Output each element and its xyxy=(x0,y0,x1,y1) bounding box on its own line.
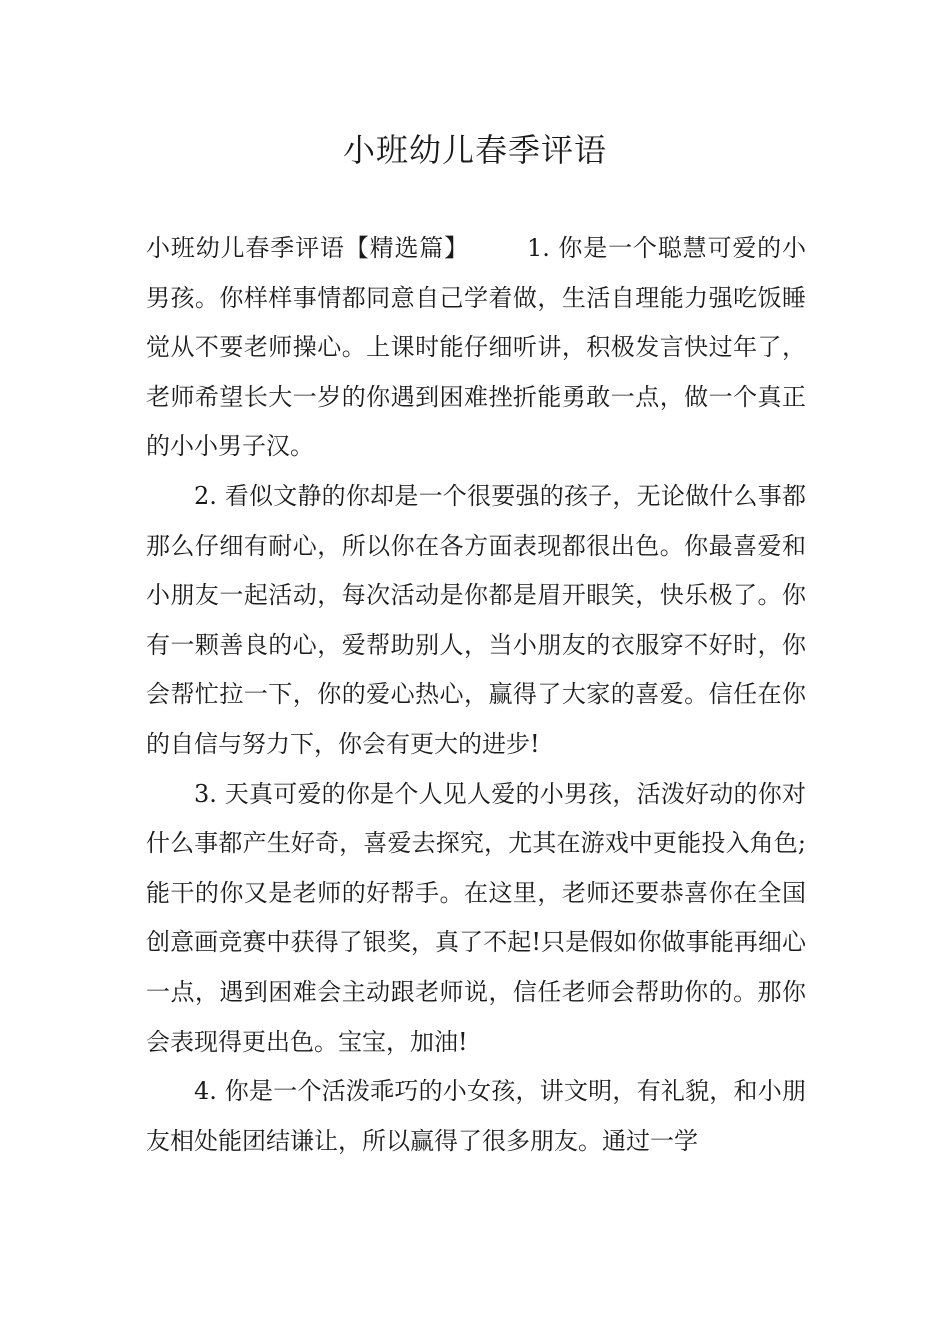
paragraph-2: 2. 看似文静的你却是一个很要强的孩子，无论做什么事都那么仔细有耐心，所以你在各方面表现都很出色。你最喜爱和小朋友一起活动，每次活动是你都是眉开眼笑，快乐极了。你有一颗善良的心，爱帮助别人，当小朋友的衣服穿不好时，你会帮忙拉一下，你的爱心热心，赢得了大家的喜爱。信任在你的自信与努力下，你会有更大的进步! xyxy=(146,481,806,758)
page-title: 小班幼儿春季评语 xyxy=(342,131,607,169)
document-body xyxy=(146,224,806,1166)
paragraph-4: 4. 你是一个活泼乖巧的小女孩，讲文明，有礼貌，和小朋友相处能团结谦让，所以赢得了很多朋友。通过一学 xyxy=(146,1077,806,1155)
paragraph-1-text: 1. 你是一个聪慧可爱的小男孩。你样样事情都同意自己学着做，生活自理能力强吃饭睡觉从不要老师操心。上课时能仔细听讲，积极发言快过年了，老师希望长大一岁的你遇到困难挫折能勇敢一点，做一个真正的小小男子汉。 xyxy=(146,234,807,461)
paragraph-1 xyxy=(146,224,806,472)
paragraph-3: 3. 天真可爱的你是个人见人爱的小男孩，活泼好动的你对什么事都产生好奇，喜爱去探究，尤其在游戏中更能投入角色;能干的你又是老师的好帮手。在这里，老师还要恭喜你在全国创意画竞赛中获得了银奖，真了不起!只是假如你做事能再细心一点，遇到困难会主动跟老师说，信任老师会帮助你的。那你会表现得更出色。宝宝，加油! xyxy=(146,779,806,1056)
intro-heading: 小班幼儿春季评语【精选篇】 xyxy=(146,234,470,262)
